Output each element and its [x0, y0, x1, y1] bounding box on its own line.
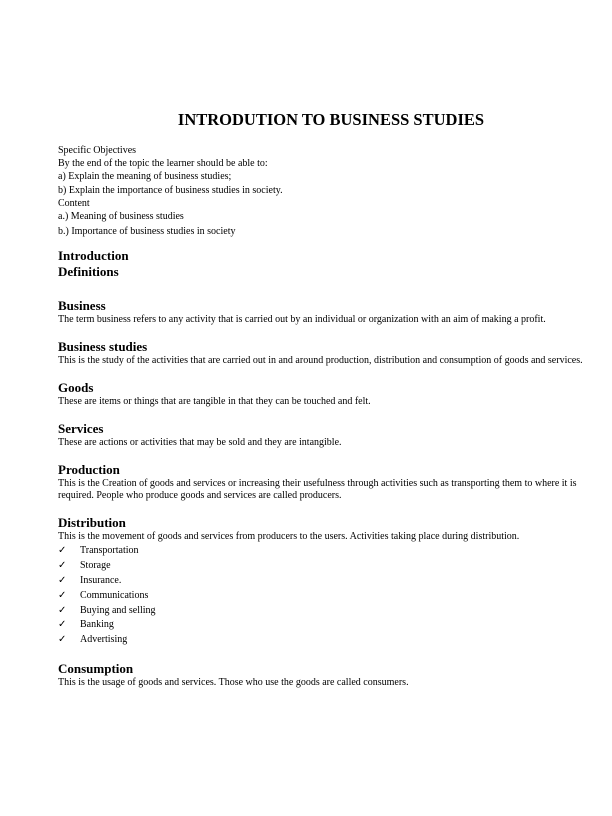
checkmark-icon: ✓	[58, 560, 67, 572]
objective-item: b) Explain the importance of business studies in society.	[58, 184, 283, 196]
section-distribution	[58, 515, 584, 648]
list-item-label: Advertising	[80, 634, 128, 646]
list-item	[58, 574, 584, 589]
checkmark-icon: ✓	[58, 589, 67, 601]
content-heading: Content	[58, 197, 90, 209]
list-item-label: Buying and selling	[80, 604, 156, 616]
checkmark-icon: ✓	[58, 634, 67, 646]
list-item-label: Storage	[80, 560, 111, 572]
checkmark-icon: ✓	[58, 575, 67, 587]
list-item-label: Insurance.	[80, 575, 122, 587]
objectives-intro: By the end of the topic the learner should be able to:	[58, 158, 268, 170]
introduction-heading: Introduction	[58, 248, 129, 264]
section-heading: Distribution	[58, 515, 126, 531]
section-goods	[58, 380, 584, 408]
section-text: This is the usage of goods and services. Those who use the goods are called consumers.	[58, 677, 409, 688]
section-text: This is the movement of goods and services from producers to the users. Activities taking place during distribution.	[58, 531, 520, 543]
section-consumption	[58, 661, 584, 689]
section-text: The term business refers to any activity that is carried out by an individual or organization with an aim of making a profit.	[58, 314, 546, 326]
content-item: a.) Meaning of business studies	[58, 211, 184, 223]
document-page	[58, 110, 584, 689]
list-item	[58, 559, 584, 574]
list-item	[58, 544, 584, 559]
distribution-activity-list	[58, 544, 584, 648]
content-item: b.) Importance of business studies in society	[58, 226, 236, 238]
section-text: These are actions or activities that may be sold and they are intangible.	[58, 437, 342, 449]
list-item-label: Banking	[80, 619, 114, 631]
list-item	[58, 589, 584, 604]
section-production	[58, 462, 584, 502]
objectives-block	[58, 144, 584, 238]
section-heading: Services	[58, 421, 104, 437]
list-item-label: Transportation	[80, 545, 139, 557]
list-item	[58, 604, 584, 619]
section-heading: Business studies	[58, 339, 148, 355]
section-business	[58, 298, 584, 326]
section-heading: Goods	[58, 380, 94, 396]
list-item	[58, 633, 584, 648]
introduction-block	[58, 248, 584, 280]
checkmark-icon: ✓	[58, 545, 67, 557]
section-heading: Production	[58, 462, 120, 478]
objectives-heading: Specific Objectives	[58, 145, 137, 156]
document-title: INTRODUTION TO BUSINESS STUDIES	[177, 110, 485, 129]
section-text: This is the Creation of goods and services or increasing their usefulness through activities such as transporting them to where it is required. People who produce goods and services are called producers.	[58, 478, 577, 502]
checkmark-icon: ✓	[58, 619, 67, 631]
section-heading: Consumption	[58, 661, 134, 676]
section-business-studies	[58, 339, 584, 367]
list-item	[58, 618, 584, 633]
checkmark-icon: ✓	[58, 604, 67, 616]
list-item-label: Communications	[80, 589, 149, 601]
section-heading: Business	[58, 298, 106, 314]
section-text: This is the study of the activities that are carried out in and around production, distribution and consumption of goods and services.	[58, 355, 583, 367]
definitions-heading: Definitions	[58, 264, 119, 280]
section-text: These are items or things that are tangible in that they can be touched and felt.	[58, 396, 371, 408]
section-services	[58, 421, 584, 449]
objective-item: a) Explain the meaning of business studies;	[58, 171, 232, 183]
